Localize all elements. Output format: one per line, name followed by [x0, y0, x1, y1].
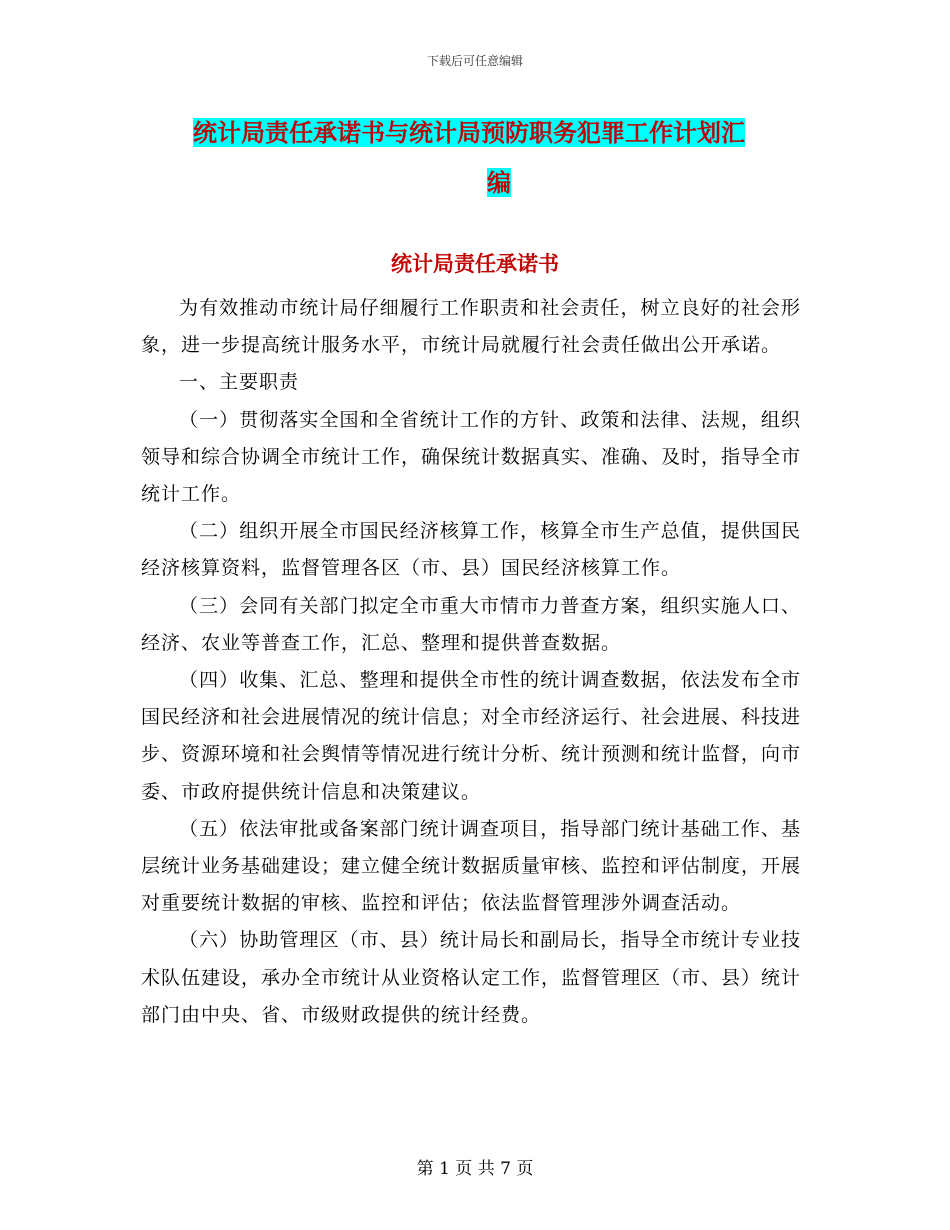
paragraph-duty-2: （二）组织开展全市国民经济核算工作，核算全市生产总值，提供国民经济核算资料，监督管理各区（市、县）国民经济核算工作。 [141, 520, 801, 580]
paragraph-heading-duties: 一、主要职责 [179, 371, 300, 394]
paragraph-duty-5: （五）依法审批或备案部门统计调查项目，指导部门统计基础工作、基层统计业务基础建设；建立健全统计数据质量审核、监控和评估制度，开展对重要统计数据的审核、监控和评估；依法监督管理涉外调查活动。 [141, 817, 802, 915]
paragraph-duty-4: （四）收集、汇总、整理和提供全市性的统计调查数据，依法发布全市国民经济和社会进展情况的统计信息；对全市经济运行、社会进展、科技进步、资源环境和社会舆情等情况进行统计分析、统计预测和统计监督，向市委、市政府提供统计信息和决策建议。 [141, 669, 802, 803]
document-main-title [193, 108, 805, 208]
main-title-line-1: 统计局责任承诺书与统计局预防职务犯罪工作计划汇 [193, 118, 745, 147]
paragraph-intro: 为有效推动市统计局仔细履行工作职责和社会责任，树立良好的社会形象，进一步提高统计服务水平，市统计局就履行社会责任做出公开承诺。 [141, 297, 801, 357]
paragraph-duty-1: （一）贯彻落实全国和全省统计工作的方针、政策和法律、法规，组织领导和综合协调全市统计工作，确保统计数据真实、准确、及时，指导全市统计工作。 [141, 408, 802, 506]
section-title: 统计局责任承诺书 [391, 251, 559, 276]
page-number-footer: 第 1 页 共 7 页 [416, 1159, 534, 1179]
document-body [141, 290, 801, 1034]
main-title-line-2: 编 [487, 168, 511, 197]
paragraph-duty-6: （六）协助管理区（市、县）统计局长和副局长，指导全市统计专业技术队伍建设，承办全市统计从业资格认定工作，监督管理区（市、县）统计部门由中央、省、市级财政提供的统计经费。 [141, 929, 802, 1026]
header-note: 下载后可任意编辑 [426, 54, 523, 68]
paragraph-duty-3: （三）会同有关部门拟定全市重大市情市力普查方案，组织实施人口、经济、农业等普查工作，汇总、整理和提供普查数据。 [141, 594, 801, 654]
